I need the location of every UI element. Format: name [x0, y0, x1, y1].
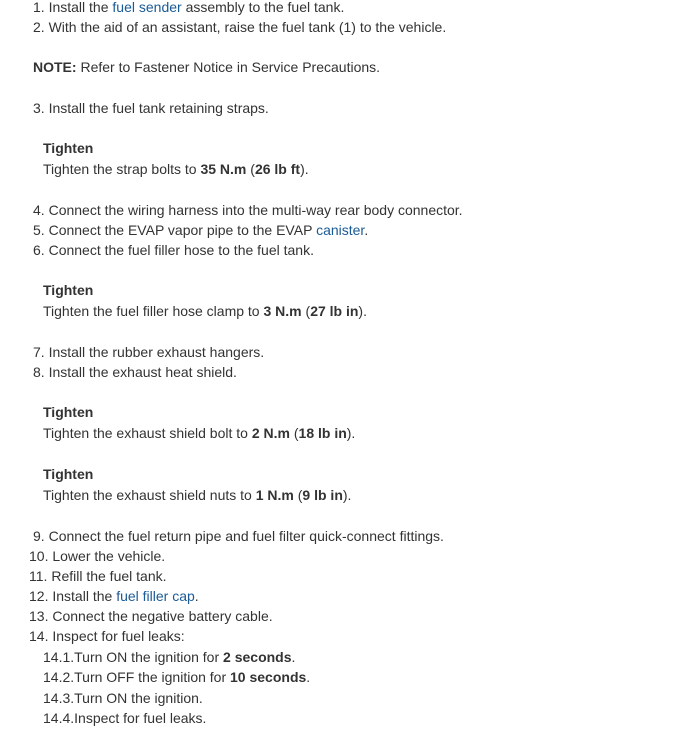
- step-13: [29, 606, 273, 626]
- step-6: [33, 240, 314, 260]
- step-text: Connect the fuel filler hose to the fuel tank.: [48, 242, 314, 258]
- canister-link[interactable]: canister: [316, 222, 365, 238]
- step-number: 10.: [29, 548, 49, 564]
- torque-metric: 1 N.m: [255, 487, 294, 503]
- step-text: Connect the wiring harness into the multi-way rear body connector.: [48, 202, 463, 218]
- step-text: Turn OFF the ignition for: [74, 669, 231, 685]
- step-text: Inspect for fuel leaks.: [74, 710, 207, 726]
- step-text: Connect the fuel return pipe and fuel filter quick-connect fittings.: [48, 528, 444, 544]
- step-number: 7.: [33, 344, 45, 360]
- step-text: .: [194, 588, 199, 604]
- fastener-note: [33, 57, 380, 77]
- tighten-label: Tighten: [43, 466, 94, 482]
- step-number: 2.: [33, 19, 45, 35]
- step-5: [33, 220, 368, 240]
- step-1: [33, 0, 344, 17]
- tighten-heading: [43, 138, 93, 158]
- step-text: Install the rubber exhaust hangers.: [48, 344, 265, 360]
- step-2: [33, 17, 446, 37]
- step-number: 4.: [33, 202, 45, 218]
- step-text: Refill the fuel tank.: [51, 568, 167, 584]
- step-number: 5.: [33, 222, 45, 238]
- step-text: .: [306, 669, 311, 685]
- step-9: [33, 526, 444, 546]
- step-number: 14.1.: [43, 649, 75, 665]
- note-label: NOTE:: [33, 59, 77, 75]
- spec-text: (: [301, 303, 311, 319]
- torque-metric: 2 N.m: [251, 425, 290, 441]
- note-text: Refer to Fastener Notice in Service Precautions.: [76, 59, 381, 75]
- spec-text: (: [289, 425, 299, 441]
- step-11: [29, 566, 167, 586]
- tighten-spec-strap-bolts: [43, 159, 309, 179]
- tighten-heading: [43, 402, 93, 422]
- duration-value: 2 seconds: [223, 649, 292, 665]
- step-number: 12.: [29, 588, 49, 604]
- step-number: 6.: [33, 242, 45, 258]
- step-text: .: [291, 649, 296, 665]
- fuel-sender-link[interactable]: fuel sender: [112, 0, 182, 15]
- step-number: 3.: [33, 100, 45, 116]
- step-10: [29, 546, 165, 566]
- spec-text: ).: [358, 303, 367, 319]
- fuel-filler-cap-link[interactable]: fuel filler cap: [116, 588, 195, 604]
- spec-text: ).: [346, 425, 356, 441]
- step-text: Install the exhaust heat shield.: [48, 364, 237, 380]
- step-text: Turn ON the ignition for: [74, 649, 224, 665]
- step-text: Inspect for fuel leaks:: [52, 628, 185, 644]
- spec-text: Tighten the fuel filler hose clamp to: [43, 303, 264, 319]
- torque-metric: 35 N.m: [200, 161, 247, 177]
- step-number: 8.: [33, 364, 45, 380]
- step-3: [33, 98, 269, 118]
- torque-imperial: 27 lb in: [310, 303, 359, 319]
- step-text: Connect the EVAP vapor pipe to the EVAP: [48, 222, 317, 238]
- spec-text: Tighten the exhaust shield bolt to: [43, 425, 252, 441]
- step-number: 11.: [29, 568, 48, 584]
- torque-imperial: 9 lb in: [302, 487, 343, 503]
- step-number: 14.3.: [43, 690, 75, 706]
- spec-text: Tighten the exhaust shield nuts to: [43, 487, 256, 503]
- step-8: [33, 362, 237, 382]
- torque-metric: 3 N.m: [263, 303, 302, 319]
- torque-imperial: 18 lb in: [298, 425, 347, 441]
- tighten-label: Tighten: [43, 282, 94, 298]
- step-12: [29, 586, 199, 606]
- tighten-spec-hose-clamp: [43, 301, 367, 321]
- step-number: 13.: [29, 608, 49, 624]
- tighten-label: Tighten: [43, 404, 94, 420]
- tighten-label: Tighten: [43, 140, 94, 156]
- step-text: assembly to the fuel tank.: [181, 0, 345, 15]
- step-text: .: [364, 222, 369, 238]
- step-text: Lower the vehicle.: [52, 548, 166, 564]
- step-number: 14.2.: [43, 669, 75, 685]
- tighten-heading: [43, 464, 93, 484]
- tighten-spec-shield-nuts: [43, 485, 351, 505]
- step-text: With the aid of an assistant, raise the fuel tank (1) to the vehicle.: [48, 19, 447, 35]
- step-text: Turn ON the ignition.: [74, 690, 203, 706]
- spec-text: (: [246, 161, 255, 177]
- step-number: 14.: [29, 628, 49, 644]
- step-7: [33, 342, 264, 362]
- spec-text: ).: [300, 161, 309, 177]
- step-14: [29, 626, 185, 646]
- step-text: Install the fuel tank retaining straps.: [48, 100, 269, 116]
- step-14-1: [43, 647, 295, 667]
- step-text: Install the: [48, 0, 113, 15]
- step-14-2: [43, 667, 310, 687]
- step-number: 1.: [33, 0, 45, 15]
- step-14-4: [43, 708, 206, 728]
- torque-imperial: 26 lb ft: [254, 161, 301, 177]
- spec-text: (: [293, 487, 303, 503]
- step-number: 9.: [33, 528, 45, 544]
- duration-value: 10 seconds: [230, 669, 307, 685]
- step-text: Connect the negative battery cable.: [52, 608, 273, 624]
- step-number: 14.4.: [43, 710, 75, 726]
- tighten-spec-shield-bolt: [43, 423, 355, 443]
- step-4: [33, 200, 463, 220]
- step-text: Install the: [52, 588, 117, 604]
- spec-text: ).: [342, 487, 352, 503]
- tighten-heading: [43, 280, 93, 300]
- step-14-3: [43, 688, 203, 708]
- spec-text: Tighten the strap bolts to: [43, 161, 201, 177]
